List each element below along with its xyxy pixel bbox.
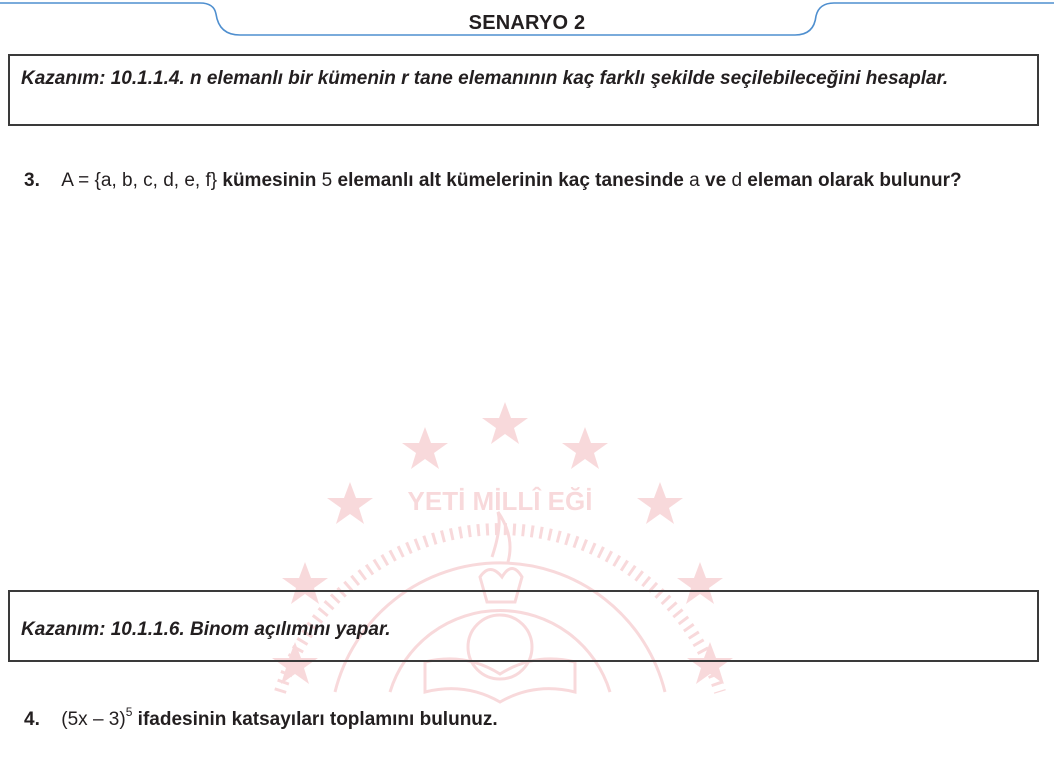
question-text-c: ve [705, 170, 727, 191]
question-text: ifadesinin katsayıları toplamını bulunuz. [137, 709, 498, 730]
set-expression: A = {a, b, c, d, e, f} [61, 170, 218, 191]
element-d: d [731, 170, 743, 191]
page-title: SENARYO 2 [468, 12, 586, 34]
question-text-d: eleman olarak bulunur? [747, 170, 962, 191]
question-text-a: kümesinin [222, 170, 317, 191]
subset-size: 5 [321, 170, 333, 191]
objective-box-2 [8, 590, 1039, 662]
binomial-expression [61, 705, 133, 730]
question-text-b: elemanlı alt kümelerinin kaç tanesinde [337, 170, 684, 191]
question-3 [24, 170, 962, 192]
question-number: 4. [24, 709, 40, 730]
question-number: 3. [24, 170, 40, 191]
objective-text-1: Kazanım: 10.1.1.4. n elemanlı bir kümenin r tane elemanının kaç farklı şekilde seçilebileceğini hesaplar. [21, 68, 949, 89]
element-a: a [689, 170, 700, 191]
svg-text:YETİ MİLLÎ EĞİ: YETİ MİLLÎ EĞİ [407, 486, 593, 516]
objective-text-2: Kazanım: 10.1.1.6. Binom açılımını yapar. [21, 619, 391, 640]
binomial-base: (5x – 3) [61, 709, 126, 730]
question-4 [24, 705, 498, 731]
objective-box-1 [8, 54, 1039, 126]
binomial-exponent: 5 [125, 705, 133, 719]
